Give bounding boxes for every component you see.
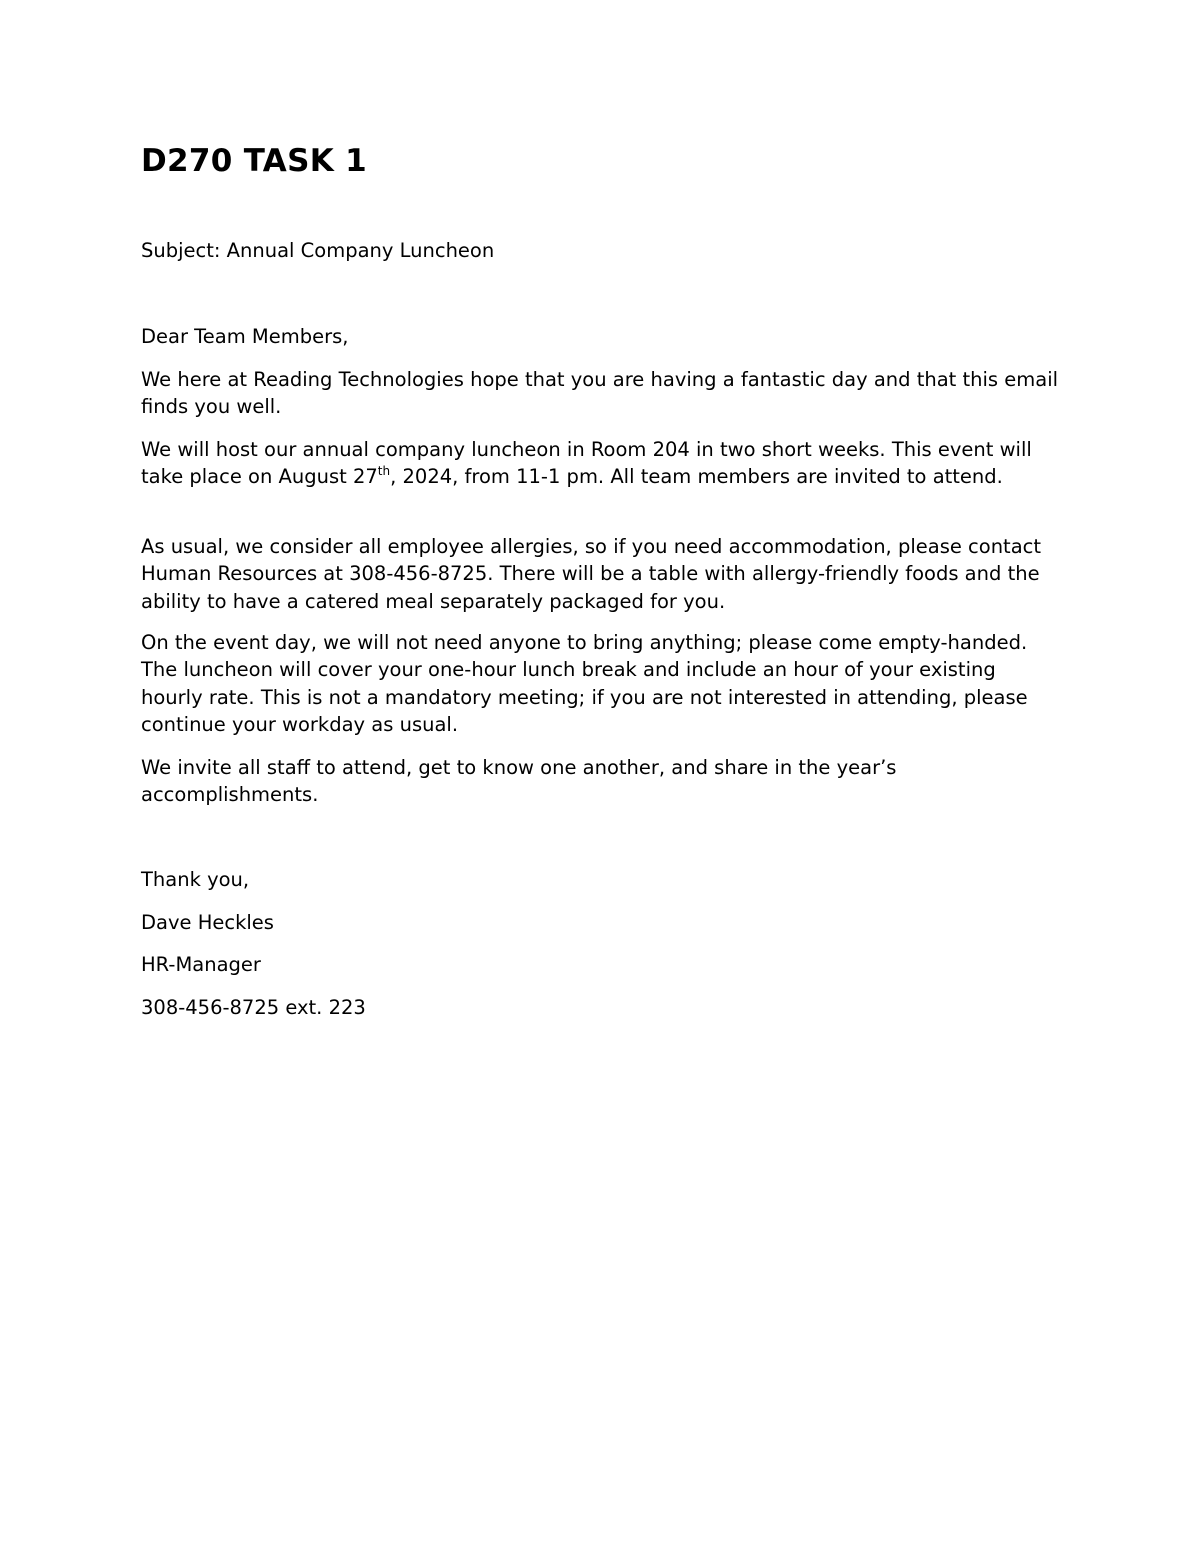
paragraph-invitation: We invite all staff to attend, get to know one another, and share in the year’s accomplishments. [141, 756, 897, 807]
paragraph-event-details [141, 436, 1061, 491]
signer-role: HR-Manager [141, 953, 261, 976]
document-title: D270 TASK 1 [141, 143, 367, 179]
greeting: Dear Team Members, [141, 325, 349, 348]
paragraph-event-details-text-b: , 2024, from 11-1 pm. All team members are invited to attend. [390, 465, 1003, 489]
closing: Thank you, [141, 868, 250, 891]
paragraph-intro: We here at Reading Technologies hope that you are having a fantastic day and that this email finds you well. [141, 368, 1059, 419]
paragraph-event-details-text-a: We will host our annual company luncheon in Room 204 in two short weeks. This event will take place on August 27 [141, 438, 1032, 489]
paragraph-event-day: On the event day, we will not need anyone to bring anything; please come empty-handed. The luncheon will cover your one-hour lunch break and include an hour of your existing hourly rate. This is not a mandatory meeting; if you are not interested in attending, please continue your workday as usual. [141, 631, 1028, 736]
paragraph-allergies: As usual, we consider all employee allergies, so if you need accommodation, please contact Human Resources at 308-456-8725. There will be a table with allergy-friendly foods and the ability to have a catered meal separately packaged for you. [141, 535, 1042, 613]
ordinal-suffix: th [377, 464, 391, 479]
signer-phone: 308-456-8725 ext. 223 [141, 996, 366, 1019]
email-subject: Subject: Annual Company Luncheon [141, 239, 495, 262]
signer-name: Dave Heckles [141, 911, 274, 934]
